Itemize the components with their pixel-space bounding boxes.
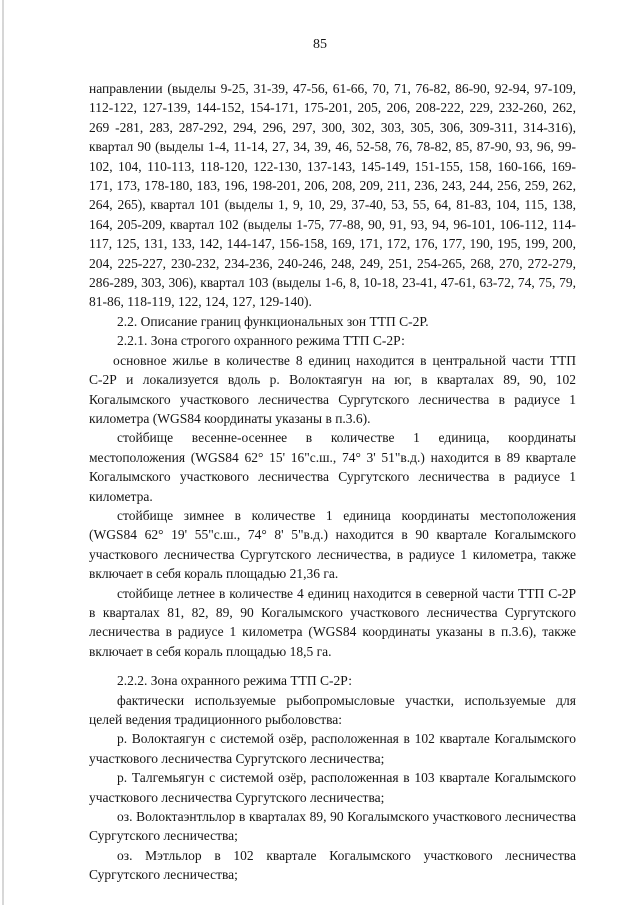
document-body	[89, 79, 576, 885]
spacer	[89, 661, 576, 671]
paragraph-winter-camp: стойбище зимнее в количестве 1 единица координаты местоположения (WGS84 62° 19' 55"с.ш., 74° 8' 5"в.д.) находится в 90 квартале Когалымского участкового лесничества Сургутского лесничества, в радиусе 1 километра, также включает в себя кораль площадью 21,36 га.	[89, 507, 576, 582]
section-heading-2-2-2: 2.2.2. Зона охранного режима ТТП С-2Р:	[117, 673, 353, 689]
paragraph-main-dwelling: основное жилье в количестве 8 единиц находится в центральной части ТТП С-2Р и локализуется вдоль р. Волоктаягун на юг, в кварталах 89, 90, 102 Когалымского участкового лесничества Сургутского лесничества в радиусе 1 километра (WGS84 координаты указаны в п.3.6).	[89, 352, 576, 426]
paragraph-river-voloktayagun: р. Волоктаягун с системой озёр, расположенная в 102 квартале Когалымского участкового лесничества Сургутского лесничества;	[89, 731, 576, 766]
paragraph-river-talgemyagun: р. Талгемьягун с системой озёр, расположенная в 103 квартале Когалымского участкового лесничества Сургутского лесничества;	[89, 770, 576, 805]
page-number: 85	[313, 37, 327, 52]
section-heading-2-2-1: 2.2.1. Зона строгого охранного режима ТТП С-2Р:	[117, 333, 405, 349]
paragraph-fishing-areas: фактически используемые рыбопромысловые участки, используемые для целей ведения традиционного рыболовства:	[89, 692, 576, 727]
paragraph-lake-metllor: оз. Мэтльлор в 102 квартале Когалымского участкового лесничества Сургутского лесничества;	[89, 847, 576, 883]
paragraph-spring-camp: стойбище весенне-осеннее в количестве 1 единица, координаты местоположения (WGS84 62° 15' 16"с.ш., 74° 3' 51"в.д.) находится в 89 квартале Когалымского участкового лесничества Сургутского лесничества в радиусе 1 километра.	[89, 430, 576, 504]
paragraph-allotments: направлении (выделы 9-25, 31-39, 47-56, 61-66, 70, 71, 76-82, 86-90, 92-94, 97-109, 112-122, 127-139, 144-152, 154-171, 175-201, 205, 206, 208-222, 229, 232-260, 262, 269 -281, 283, 287-292, 294, 296, 297, 300, 302, 303, 305, 306, 309-311, 314-316), квартал 90 (выделы 1-4, 11-14, 27, 34, 39, 46, 52-58, 76, 78-82, 85, 87-90, 93, 96, 99-102, 104, 110-113, 118-120, 122-130, 137-143, 145-149, 151-155, 158, 160-166, 169-171, 173, 178-180, 183, 196, 198-201, 206, 208, 209, 211, 236, 243, 244, 256, 259, 262, 264, 265), квартал 101 (выделы 1, 9, 10, 29, 37-40, 53, 55, 64, 81-83, 104, 115, 138, 164, 205-209, квартал 102 (выделы 1-75, 77-88, 90, 91, 93, 94, 96-101, 106-112, 114-117, 125, 131, 133, 142, 144-147, 156-158, 169, 171, 172, 176, 177, 190, 195, 199, 200, 204, 225-227, 230-232, 234-236, 240-246, 248, 249, 251, 254-265, 268, 270, 272-279, 286-289, 303, 306), квартал 103 (выделы 1-6, 8, 10-18, 23-41, 47-61, 63-72, 74, 75, 79, 81-86, 118-119, 122, 124, 127, 129-140).	[89, 81, 576, 310]
section-heading-2-2: 2.2. Описание границ функциональных зон ТТП С-2Р.	[117, 313, 429, 329]
paragraph-summer-camp: стойбище летнее в количестве 4 единиц находится в северной части ТТП С-2Р в кварталах 81, 82, 89, 90 Когалымского участкового лесничества Сургутского лесничества в радиусе 1 километра (WGS84 координаты указаны в п.3.6), также включает в себя кораль площадью 18,5 га.	[89, 585, 576, 659]
paragraph-lake-voloktaentllor: оз. Волоктаэнтльлор в кварталах 89, 90 Когалымского участкового лесничества Сургутского лесничества;	[89, 809, 576, 844]
scan-edge	[2, 0, 4, 905]
